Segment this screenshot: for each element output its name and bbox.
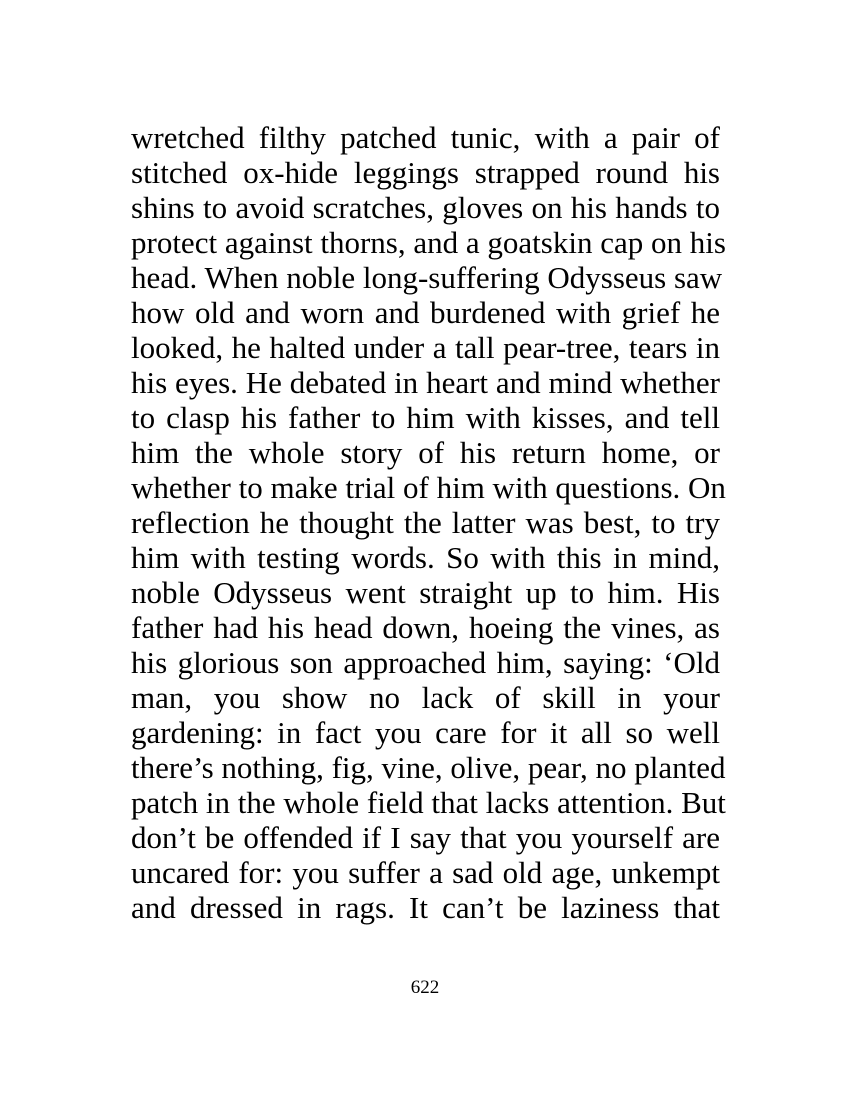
text-line: looked, he halted under a tall pear-tree, tears in (131, 330, 720, 365)
text-line: protect against thorns, and a goatskin cap on his (131, 225, 726, 260)
text-line: uncared for: you suffer a sad old age, unkempt (131, 855, 720, 890)
text-line: to clasp his father to him with kisses, and tell (131, 400, 720, 435)
text-line: his glorious son approached him, saying: ‘Old (131, 645, 720, 680)
text-line: shins to avoid scratches, gloves on his hands to (131, 190, 720, 225)
text-line: father had his head down, hoeing the vines, as (131, 610, 720, 645)
text-line: whether to make trial of him with questions. On (131, 470, 726, 505)
text-line: there’s nothing, fig, vine, olive, pear, no planted (131, 750, 726, 785)
text-line: his eyes. He debated in heart and mind whether (131, 365, 720, 400)
text-line: gardening: in fact you care for it all so well (131, 715, 720, 750)
text-line: don’t be offended if I say that you yourself are (131, 820, 720, 855)
text-line: and dressed in rags. It can’t be laziness that (131, 890, 720, 925)
text-line: reflection he thought the latter was best, to try (131, 505, 720, 540)
page-number: 622 (410, 977, 440, 998)
text-line: him with testing words. So with this in mind, (131, 540, 720, 575)
text-line: man, you show no lack of skill in your (131, 680, 720, 715)
text-line: wretched filthy patched tunic, with a pair of (131, 120, 720, 155)
text-line: him the whole story of his return home, or (131, 435, 720, 470)
text-line: noble Odysseus went straight up to him. His (131, 575, 720, 610)
text-line: stitched ox-hide leggings strapped round his (131, 155, 720, 190)
text-line: patch in the whole field that lacks attention. But (131, 785, 726, 820)
text-line: head. When noble long-suffering Odysseus saw (131, 260, 723, 295)
text-line: how old and worn and burdened with grief he (131, 295, 720, 330)
body-text (131, 120, 726, 925)
